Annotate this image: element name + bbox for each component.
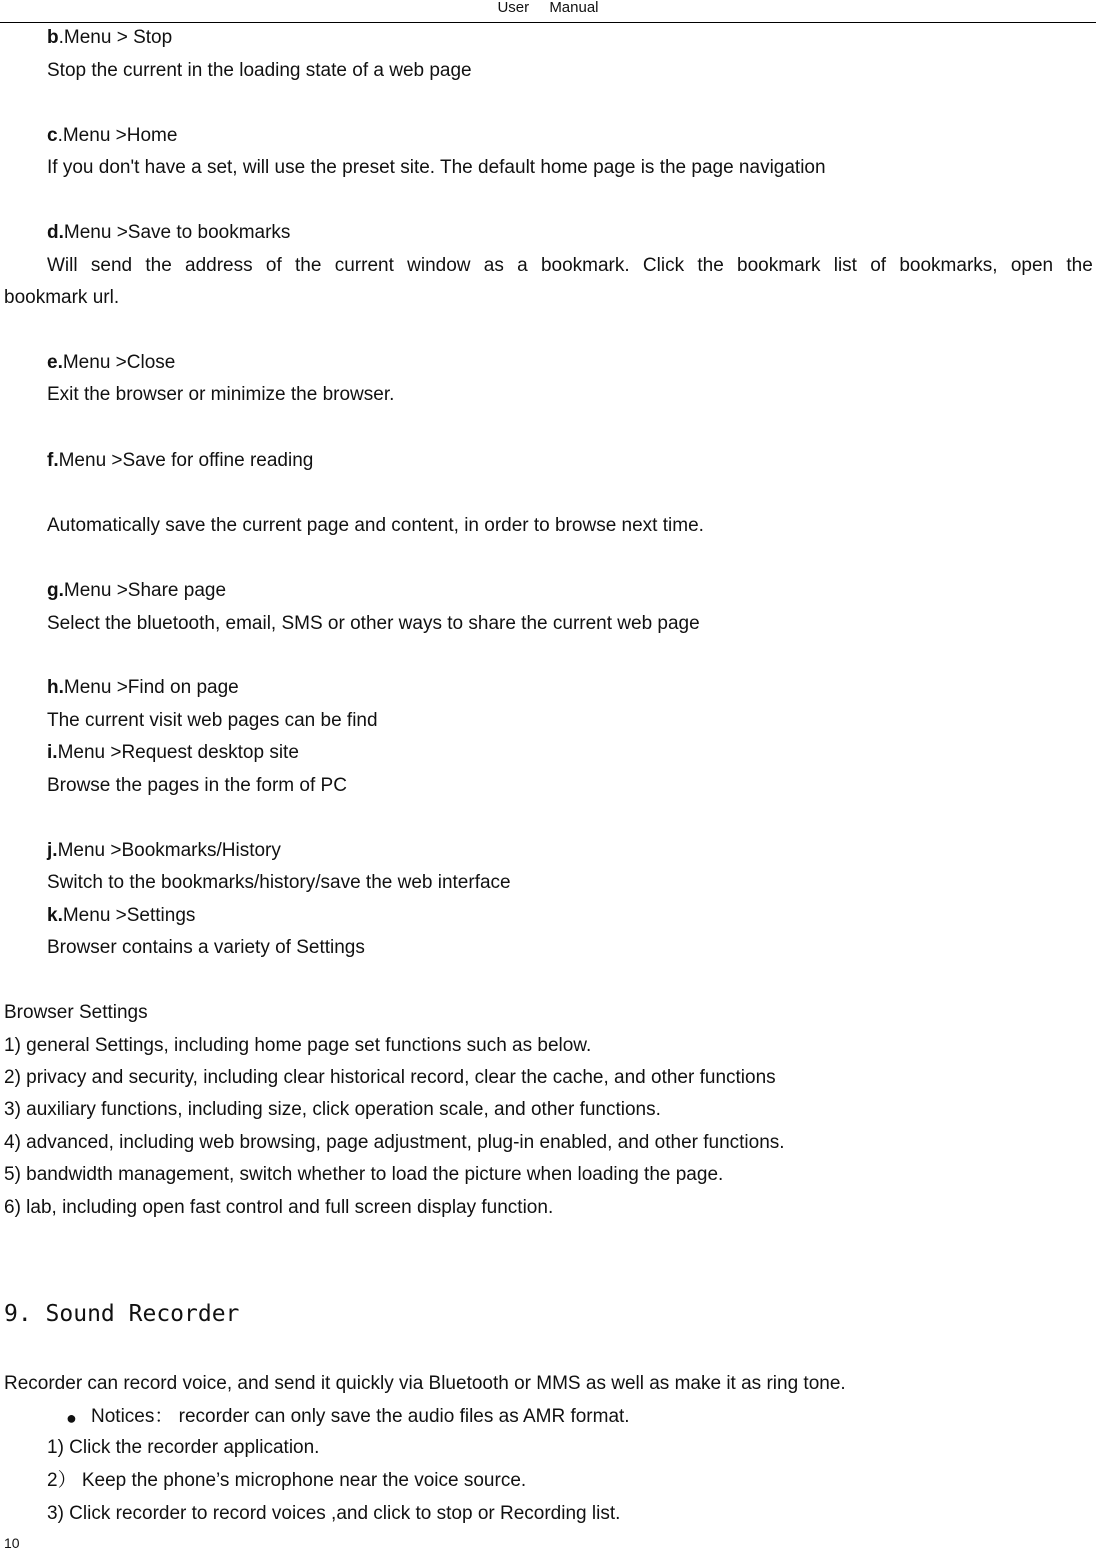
menu-item-letter: j.	[47, 840, 58, 861]
menu-item-letter: i.	[47, 742, 58, 763]
page-header	[0, 0, 1096, 23]
menu-item-text: Menu >Request desktop site	[57, 742, 299, 763]
menu-item-title	[47, 27, 172, 49]
menu-item-text: Menu >Bookmarks/History	[57, 840, 281, 861]
menu-item-desc: Browser contains a variety of Settings	[47, 937, 365, 958]
page-number: 10	[4, 1535, 20, 1551]
menu-item-desc: The current visit web pages can be find	[47, 710, 378, 731]
section-heading: 9. Sound Recorder	[4, 1301, 240, 1327]
desc-word: of	[265, 255, 282, 276]
step-item: 2） Keep the phone’s microphone near the voice source.	[47, 1470, 527, 1491]
menu-item-desc: Browse the pages in the form of PC	[47, 775, 347, 796]
settings-list-item: 1) general Settings, including home page set functions such as below.	[4, 1035, 592, 1056]
menu-item-letter: g.	[47, 580, 64, 601]
desc-word: list	[833, 255, 857, 276]
desc-word: open	[1010, 255, 1054, 276]
menu-item-desc: If you don't have a set, will use the preset site. The default home page is the page navigation	[47, 157, 826, 178]
menu-item-letter: d.	[47, 222, 64, 243]
desc-word: the	[145, 255, 172, 276]
desc-word: address	[185, 255, 253, 276]
header-right: Manual	[549, 0, 599, 16]
desc-word: current	[334, 255, 394, 276]
desc-word: of	[870, 255, 887, 276]
menu-item-desc-justified	[47, 255, 1093, 277]
bullet-icon: ●	[66, 1408, 77, 1428]
menu-item-title	[47, 125, 177, 147]
desc-word: the	[697, 255, 724, 276]
settings-list-item: 5) bandwidth management, switch whether to load the picture when loading the page.	[4, 1164, 724, 1185]
menu-item-letter: c	[47, 125, 58, 146]
menu-item-text: Menu >Share page	[63, 580, 227, 601]
settings-list-item: 3) auxiliary functions, including size, click operation scale, and other functions.	[4, 1099, 661, 1120]
menu-item-title	[47, 840, 281, 862]
menu-item-title	[47, 677, 239, 699]
menu-item-desc: Stop the current in the loading state of a web page	[47, 60, 472, 81]
menu-item-title	[47, 222, 290, 244]
menu-item-text: Menu >Save for offine reading	[58, 450, 314, 471]
desc-word: send	[90, 255, 133, 276]
menu-item-text: Menu >Find on page	[63, 677, 239, 698]
menu-item-letter: f.	[47, 450, 59, 471]
desc-word: bookmark.	[540, 255, 630, 276]
menu-item-title	[47, 905, 195, 927]
menu-item-letter: b	[47, 27, 59, 48]
menu-item-desc-continued: bookmark url.	[4, 287, 120, 308]
settings-list-item: 2) privacy and security, including clear historical record, clear the cache, and other functions	[4, 1067, 776, 1088]
step-item: 1) Click the recorder application.	[47, 1437, 320, 1458]
menu-item-text: Menu >Settings	[62, 905, 196, 926]
notice-text: Notices： recorder can only save the audio files as AMR format.	[91, 1406, 630, 1427]
menu-item-text: .Menu >Home	[57, 125, 178, 146]
menu-item-desc: Automatically save the current page and content, in order to browse next time.	[47, 515, 704, 536]
section-intro: Recorder can record voice, and send it quickly via Bluetooth or MMS as well as make it as ring tone.	[4, 1373, 846, 1394]
desc-word: window	[407, 255, 471, 276]
step-item: 3) Click recorder to record voices ,and click to stop or Recording list.	[47, 1503, 621, 1524]
menu-item-letter: h.	[47, 677, 64, 698]
menu-item-title	[47, 742, 299, 764]
settings-list-item: 6) lab, including open fast control and full screen display function.	[4, 1197, 554, 1218]
menu-item-desc: Exit the browser or minimize the browser.	[47, 384, 395, 405]
menu-item-title	[47, 580, 226, 602]
menu-item-desc: Select the bluetooth, email, SMS or other ways to share the current web page	[47, 613, 700, 634]
desc-word: bookmarks,	[899, 255, 998, 276]
desc-word: Will	[47, 255, 78, 276]
menu-item-desc: Switch to the bookmarks/history/save the web interface	[47, 872, 511, 893]
menu-item-letter: k.	[47, 905, 63, 926]
menu-item-letter: e.	[47, 352, 63, 373]
desc-word: bookmark	[737, 255, 821, 276]
settings-list-item: 4) advanced, including web browsing, page adjustment, plug-in enabled, and other functions.	[4, 1132, 785, 1153]
desc-word: Click	[642, 255, 685, 276]
menu-item-text: .Menu > Stop	[58, 27, 173, 48]
desc-word: the	[295, 255, 322, 276]
browser-settings-title: Browser Settings	[4, 1002, 148, 1023]
menu-item-title	[47, 352, 175, 374]
desc-word: the	[1066, 255, 1093, 276]
menu-item-text: Menu >Save to bookmarks	[63, 222, 291, 243]
header-left: User	[497, 0, 530, 16]
desc-word: a	[517, 255, 528, 276]
menu-item-title	[47, 450, 313, 472]
desc-word: as	[483, 255, 504, 276]
menu-item-text: Menu >Close	[62, 352, 176, 373]
